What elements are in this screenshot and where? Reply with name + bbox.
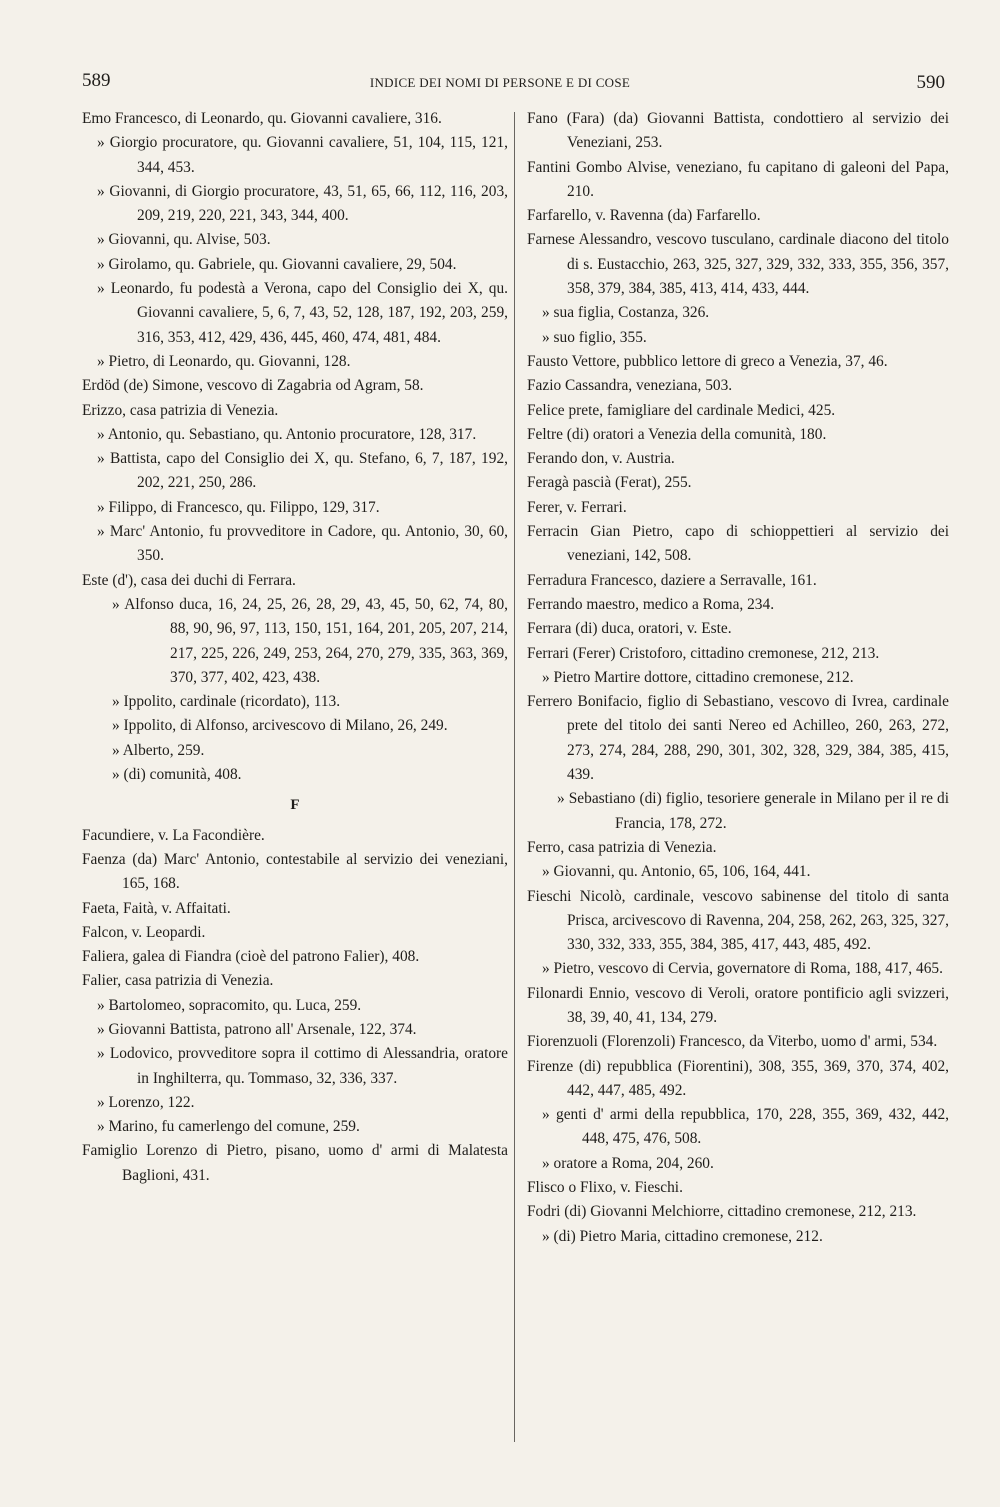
index-entry: Fazio Cassandra, veneziana, 503. bbox=[527, 377, 733, 395]
index-entry: Erizzo, casa patrizia di Venezia. bbox=[82, 401, 279, 419]
index-entry: Falcon, v. Leopardi. bbox=[82, 923, 206, 941]
index-subentry: » Leonardo, fu podestà a Verona, capo del Consiglio dei X, qu. Giovanni cavaliere, 5, 6, 7, 43, 52, 128, 187, 192, 203, 259, 316, 353, 412, 429, 436, 445, 460, 474, 481, 484. bbox=[97, 280, 508, 346]
index-subentry: » sua figlia, Costanza, 326. bbox=[542, 304, 710, 322]
index-entry: Fieschi Nicolò, cardinale, vescovo sabinense del titolo di santa Prisca, arcivescovo di Ravenna, 204, 258, 262, 263, 325, 327, 330, 332, 333, 355, 384, 385, 417, 443, 485, 492. bbox=[527, 887, 949, 954]
index-entry: Ferradura Francesco, daziere a Serravalle, 161. bbox=[527, 571, 817, 589]
left-column bbox=[82, 107, 508, 1188]
index-subentry: » Pietro, vescovo di Cervia, governatore di Roma, 188, 417, 465. bbox=[542, 960, 943, 978]
index-entry: Firenze (di) repubblica (Fiorentini), 308, 355, 369, 370, 374, 402, 442, 447, 485, 492. bbox=[527, 1057, 949, 1099]
index-subentry: » Antonio, qu. Sebastiano, qu. Antonio procuratore, 128, 317. bbox=[97, 425, 477, 443]
index-entry: Fiorenzuoli (Florenzoli) Francesco, da Viterbo, uomo d' armi, 534. bbox=[527, 1033, 938, 1051]
running-title: INDICE DEI NOMI DI PERSONE E DI COSE bbox=[369, 75, 631, 90]
index-entry: Felice prete, famigliare del cardinale Medici, 425. bbox=[527, 401, 836, 419]
index-entry: Filonardi Ennio, vescovo di Veroli, oratore pontificio agli svizzeri, 38, 39, 40, 41, 134, 279. bbox=[527, 984, 949, 1026]
index-entry: Emo Francesco, di Leonardo, qu. Giovanni cavaliere, 316. bbox=[82, 110, 442, 127]
index-entry: Flisco o Flixo, v. Fieschi. bbox=[527, 1179, 683, 1197]
index-entry: Faliera, galea di Fiandra (cioè del patrono Falier), 408. bbox=[82, 948, 420, 966]
index-subentry: » oratore a Roma, 204, 260. bbox=[542, 1154, 714, 1172]
index-subentry: » Pietro, di Leonardo, qu. Giovanni, 128. bbox=[97, 352, 351, 370]
index-subentry: » suo figlio, 355. bbox=[542, 328, 647, 346]
index-subentry: » Pietro Martire dottore, cittadino cremonese, 212. bbox=[542, 668, 854, 686]
index-entry: Feltre (di) oratori a Venezia della comunità, 180. bbox=[527, 425, 827, 443]
index-entry: Feragà pascià (Ferat), 255. bbox=[527, 474, 692, 492]
index-entry: Fantini Gombo Alvise, veneziano, fu capitano di galeoni del Papa, 210. bbox=[527, 158, 949, 200]
index-subentry: » Battista, capo del Consiglio dei X, qu. Stefano, 6, 7, 187, 192, 202, 221, 250, 286. bbox=[97, 450, 508, 492]
index-subentry: » Giovanni, qu. Alvise, 503. bbox=[97, 231, 271, 249]
index-subentry: » Lorenzo, 122. bbox=[97, 1093, 195, 1111]
index-subentry: » Marino, fu camerlengo del comune, 259. bbox=[97, 1118, 360, 1136]
page-number-right: 590 bbox=[916, 72, 945, 93]
index-entry: Ferando don, v. Austria. bbox=[527, 450, 675, 468]
page-number-left: 589 bbox=[82, 70, 111, 91]
index-entry: Famiglio Lorenzo di Pietro, pisano, uomo d' armi di Malatesta Baglioni, 431. bbox=[82, 1142, 508, 1184]
index-subentry: » Alfonso duca, 16, 24, 25, 26, 28, 29, 43, 45, 50, 62, 74, 80, 88, 90, 96, 97, 113, 150, 151, 164, 201, 205, 207, 214, 217, 225, 226, 249, 253, 264, 270, 279, 335, 363, 369, 370, 377, 402, 423, 438. bbox=[112, 595, 508, 686]
index-subentry: » (di) comunità, 408. bbox=[112, 766, 242, 784]
index-subentry: » Filippo, di Francesco, qu. Filippo, 129, 317. bbox=[97, 498, 380, 516]
index-entry: Fausto Vettore, pubblico lettore di greco a Venezia, 37, 46. bbox=[527, 352, 888, 370]
index-subentry: » Giovanni, di Giorgio procuratore, 43, 51, 65, 66, 112, 116, 203, 209, 219, 220, 221, 343, 344, 400. bbox=[97, 182, 508, 225]
index-entry: Ferrari (Ferer) Cristoforo, cittadino cremonese, 212, 213. bbox=[527, 644, 880, 662]
index-subentry: » Ippolito, di Alfonso, arcivescovo di Milano, 26, 249. bbox=[112, 717, 448, 735]
index-entry: Faeta, Faità, v. Affaitati. bbox=[82, 899, 231, 917]
index-entry: Fano (Fara) (da) Giovanni Battista, condottiero al servizio dei Veneziani, 253. bbox=[527, 110, 949, 152]
index-subentry: » Marc' Antonio, fu provveditore in Cadore, qu. Antonio, 30, 60, 350. bbox=[97, 523, 508, 565]
index-subentry: » Bartolomeo, sopracomito, qu. Luca, 259. bbox=[97, 996, 362, 1014]
index-subentry: » Ippolito, cardinale (ricordato), 113. bbox=[112, 693, 341, 711]
index-entry: Farnese Alessandro, vescovo tusculano, cardinale diacono del titolo di s. Eustacchio, 263, 325, 327, 329, 332, 333, 355, 356, 357, 358, 379, 384, 385, 413, 414, 433, 444. bbox=[527, 231, 949, 298]
index-entry: Ferrero Bonifacio, figlio di Sebastiano, vescovo di Ivrea, cardinale prete del titolo dei santi Nereo ed Achilleo, 260, 263, 272, 273, 274, 284, 288, 290, 301, 302, 328, 329, 384, 385, 415, 439. bbox=[527, 693, 949, 784]
index-subentry: » Giovanni, qu. Antonio, 65, 106, 164, 441. bbox=[542, 863, 811, 881]
index-entry: Ferro, casa patrizia di Venezia. bbox=[527, 838, 717, 856]
right-column bbox=[527, 107, 949, 1249]
index-subentry: » Giorgio procuratore, qu. Giovanni cavaliere, 51, 104, 115, 121, 344, 453. bbox=[97, 134, 508, 176]
index-entry: Erdöd (de) Simone, vescovo di Zagabria od Agram, 58. bbox=[82, 377, 424, 395]
index-subentry: » Alberto, 259. bbox=[112, 741, 205, 759]
section-letter: F bbox=[290, 797, 300, 814]
index-entry: Ferrando maestro, medico a Roma, 234. bbox=[527, 595, 775, 613]
index-subentry: » (di) Pietro Maria, cittadino cremonese, 212. bbox=[542, 1227, 823, 1245]
index-entry: Faenza (da) Marc' Antonio, contestabile al servizio dei veneziani, 165, 168. bbox=[82, 850, 508, 893]
index-entry: Ferer, v. Ferrari. bbox=[527, 498, 627, 516]
index-entry: Este (d'), casa dei duchi di Ferrara. bbox=[82, 571, 296, 589]
column-divider bbox=[514, 112, 515, 1442]
index-entry: Falier, casa patrizia di Venezia. bbox=[82, 972, 274, 990]
index-subentry: » Lodovico, provveditore sopra il cottimo di Alessandria, oratore in Inghilterra, qu. Tommaso, 32, 336, 337. bbox=[97, 1045, 508, 1087]
index-entry: Farfarello, v. Ravenna (da) Farfarello. bbox=[527, 207, 761, 225]
index-subentry: » Giovanni Battista, patrono all' Arsenale, 122, 374. bbox=[97, 1020, 417, 1038]
index-entry: Ferracin Gian Pietro, capo di schioppettieri al servizio dei veneziani, 142, 508. bbox=[527, 523, 949, 565]
index-entry: Facundiere, v. La Facondière. bbox=[82, 826, 265, 844]
index-subentry: » Girolamo, qu. Gabriele, qu. Giovanni cavaliere, 29, 504. bbox=[97, 255, 457, 273]
index-entry: Ferrara (di) duca, oratori, v. Este. bbox=[527, 620, 732, 638]
index-subentry: » genti d' armi della repubblica, 170, 228, 355, 369, 432, 442, 448, 475, 476, 508. bbox=[542, 1106, 949, 1148]
index-subentry: » Sebastiano (di) figlio, tesoriere generale in Milano per il re di Francia, 178, 272. bbox=[557, 790, 949, 832]
index-entry: Fodri (di) Giovanni Melchiorre, cittadino cremonese, 212, 213. bbox=[527, 1203, 917, 1221]
